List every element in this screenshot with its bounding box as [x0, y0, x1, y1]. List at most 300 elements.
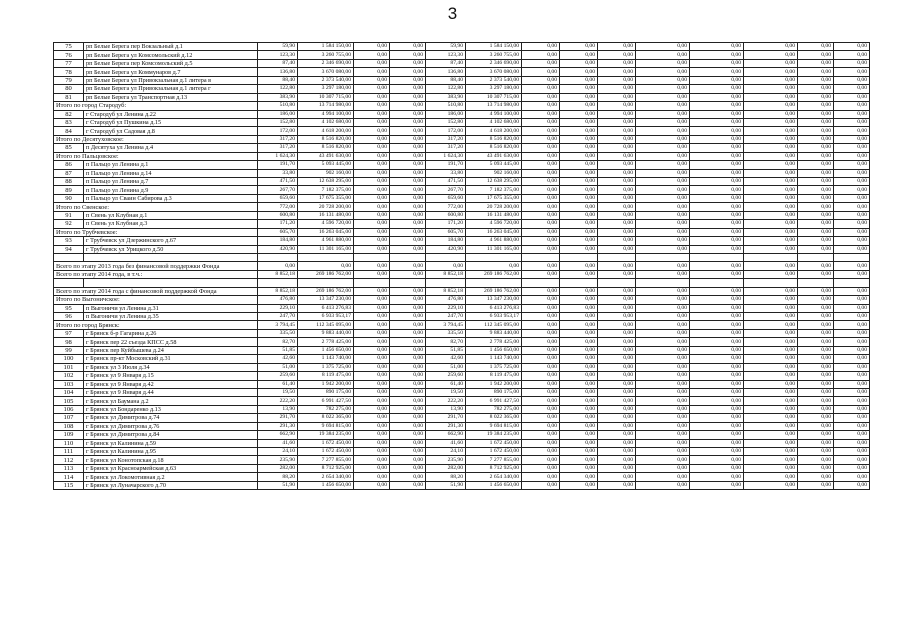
subtotal-row [54, 228, 870, 236]
value-cell: 0,00 [560, 135, 598, 143]
value-cell: 184,80 [426, 237, 466, 245]
blank-cell [298, 279, 354, 287]
blank-cell [390, 253, 426, 261]
value-cell: 0,00 [834, 405, 870, 413]
value-cell: 0,00 [560, 363, 598, 371]
value-cell: 510,80 [426, 102, 466, 110]
address-cell: г Брянск ул Димитрова д.76 [84, 422, 258, 430]
row-number: 110 [54, 439, 84, 447]
value-cell: 0,00 [636, 211, 690, 219]
value-cell: 0,00 [390, 144, 426, 152]
table-row [54, 43, 870, 51]
blank-cell [54, 253, 84, 261]
value-cell: 0,00 [522, 161, 560, 169]
value-cell: 0,00 [522, 388, 560, 396]
value-cell: 0,00 [744, 439, 798, 447]
address-cell: п Свень ул Клубная д.3 [84, 220, 258, 228]
value-cell: 0,00 [522, 228, 560, 236]
value-cell: 0,00 [522, 313, 560, 321]
row-number: 76 [54, 51, 84, 59]
value-cell: 0,00 [798, 110, 834, 118]
blank-cell [744, 279, 798, 287]
value-cell: 0,00 [354, 135, 390, 143]
address-cell: г Брянск ул Димитрова д.74 [84, 414, 258, 422]
value-cell: 1 143 740,00 [298, 355, 354, 363]
value-cell: 0,00 [798, 270, 834, 278]
value-cell: 0,00 [390, 422, 426, 430]
value-cell: 0,00 [354, 481, 390, 489]
value-cell: 0,00 [390, 102, 426, 110]
value-cell: 8 712 925,00 [466, 464, 522, 472]
address-cell: п Пальцо ул Ленина д.9 [84, 186, 258, 194]
value-cell: 0,00 [598, 237, 636, 245]
value-cell: 0,00 [636, 228, 690, 236]
value-cell: 1 624,30 [426, 152, 466, 160]
value-cell: 61,40 [258, 380, 298, 388]
value-cell: 0,00 [798, 456, 834, 464]
value-cell: 659,60 [258, 194, 298, 202]
value-cell: 0,00 [744, 144, 798, 152]
value-cell: 0,00 [560, 186, 598, 194]
value-cell: 2 778 425,00 [466, 338, 522, 346]
value-cell: 0,00 [636, 118, 690, 126]
value-cell: 87,40 [426, 59, 466, 67]
address-cell: п Пальцо ул Сваин Сабирова д.3 [84, 194, 258, 202]
value-cell: 0,00 [354, 287, 390, 295]
value-cell: 0,00 [690, 405, 744, 413]
value-cell: 0,00 [744, 414, 798, 422]
value-cell: 0,00 [834, 431, 870, 439]
value-cell: 0,00 [798, 448, 834, 456]
value-cell: 0,00 [798, 439, 834, 447]
value-cell: 0,00 [560, 76, 598, 84]
value-cell: 0,00 [690, 431, 744, 439]
value-cell: 0,00 [598, 43, 636, 51]
address-cell: г Брянск ул 3 Июля д.34 [84, 363, 258, 371]
row-number: 82 [54, 110, 84, 118]
value-cell: 0,00 [598, 161, 636, 169]
value-cell: 191,70 [426, 161, 466, 169]
value-cell: 383,90 [258, 93, 298, 101]
row-number: 85 [54, 144, 84, 152]
value-cell: 0,00 [636, 102, 690, 110]
value-cell: 13 347 230,00 [466, 296, 522, 304]
value-cell: 0,00 [690, 321, 744, 329]
value-cell: 20 728 200,00 [466, 203, 522, 211]
value-cell: 3 670 080,00 [466, 68, 522, 76]
value-cell: 0,00 [560, 397, 598, 405]
value-cell: 0,00 [560, 161, 598, 169]
value-cell: 0,00 [744, 464, 798, 472]
value-cell: 0,00 [598, 431, 636, 439]
table-row [54, 456, 870, 464]
value-cell: 0,00 [390, 388, 426, 396]
value-cell: 291,70 [258, 414, 298, 422]
value-cell: 0,00 [522, 203, 560, 211]
value-cell: 0,00 [598, 178, 636, 186]
row-number: 102 [54, 372, 84, 380]
address-cell: п Пальцо ул Ленина д.14 [84, 169, 258, 177]
row-number: 92 [54, 220, 84, 228]
table-row [54, 431, 870, 439]
value-cell: 222,20 [258, 397, 298, 405]
value-cell: 19 384 235,00 [466, 431, 522, 439]
value-cell: 0,00 [560, 144, 598, 152]
value-cell: 0,00 [798, 329, 834, 337]
value-cell: 0,00 [354, 464, 390, 472]
value-cell: 10 307 715,00 [298, 93, 354, 101]
value-cell: 0,00 [354, 329, 390, 337]
value-cell: 0,00 [834, 59, 870, 67]
row-number: 108 [54, 422, 84, 430]
value-cell: 0,00 [690, 135, 744, 143]
value-cell: 0,00 [390, 464, 426, 472]
value-cell: 8 852,18 [426, 270, 466, 278]
value-cell: 0,00 [390, 76, 426, 84]
value-cell: 0,00 [834, 321, 870, 329]
table-row [54, 329, 870, 337]
value-cell: 0,00 [390, 372, 426, 380]
value-cell: 7 277 855,00 [298, 456, 354, 464]
value-cell: 0,00 [390, 346, 426, 354]
value-cell: 0,00 [798, 228, 834, 236]
address-cell: г Брянск ул Бондаренко д.13 [84, 405, 258, 413]
value-cell: 0,00 [560, 211, 598, 219]
value-cell: 0,00 [560, 59, 598, 67]
value-cell: 0,00 [560, 422, 598, 430]
value-cell: 7 277 855,00 [466, 456, 522, 464]
blank-cell [354, 253, 390, 261]
value-cell: 0,00 [636, 464, 690, 472]
value-cell: 0,00 [690, 59, 744, 67]
blank-cell [690, 253, 744, 261]
value-cell: 1 942 200,00 [298, 380, 354, 388]
row-number: 114 [54, 473, 84, 481]
value-cell: 0,00 [834, 169, 870, 177]
value-cell: 0,00 [560, 456, 598, 464]
value-cell: 0,00 [690, 464, 744, 472]
value-cell: 282,00 [426, 464, 466, 472]
value-cell: 8 516 820,00 [298, 135, 354, 143]
value-cell: 0,00 [522, 431, 560, 439]
value-cell: 3 297 180,00 [298, 85, 354, 93]
value-cell: 0,00 [636, 93, 690, 101]
value-cell: 0,00 [522, 169, 560, 177]
address-cell: п Выгоничи ул Ленина д.31 [84, 304, 258, 312]
value-cell: 0,00 [798, 144, 834, 152]
value-cell: 0,00 [522, 405, 560, 413]
value-cell: 0,00 [426, 262, 466, 270]
value-cell: 0,00 [522, 211, 560, 219]
value-cell: 0,00 [522, 372, 560, 380]
value-cell: 420,90 [258, 245, 298, 253]
value-cell: 0,00 [598, 102, 636, 110]
value-cell: 136,80 [258, 68, 298, 76]
value-cell: 0,00 [798, 372, 834, 380]
value-cell: 0,00 [354, 338, 390, 346]
value-cell: 0,00 [834, 102, 870, 110]
value-cell: 87,40 [258, 59, 298, 67]
value-cell: 0,00 [834, 338, 870, 346]
value-cell: 0,00 [690, 329, 744, 337]
blank-cell [466, 253, 522, 261]
value-cell: 0,00 [390, 228, 426, 236]
value-cell: 0,00 [744, 102, 798, 110]
value-cell: 0,00 [636, 321, 690, 329]
value-cell: 0,00 [834, 397, 870, 405]
value-cell: 0,00 [636, 68, 690, 76]
value-cell: 172,00 [426, 127, 466, 135]
value-cell: 0,00 [690, 414, 744, 422]
address-cell: г Брянск ул 9 Января д.42 [84, 380, 258, 388]
value-cell: 88,20 [258, 473, 298, 481]
value-cell: 0,00 [744, 262, 798, 270]
value-cell: 0,00 [834, 85, 870, 93]
value-cell: 0,00 [560, 270, 598, 278]
value-cell: 0,00 [390, 161, 426, 169]
table-row [54, 481, 870, 489]
value-cell: 0,00 [636, 346, 690, 354]
value-cell: 0,00 [390, 127, 426, 135]
value-cell: 13,90 [426, 405, 466, 413]
address-cell: г Брянск ул Калинина д.95 [84, 448, 258, 456]
value-cell: 4 618 200,00 [466, 127, 522, 135]
value-cell: 1 456 650,00 [298, 481, 354, 489]
value-cell: 0,00 [390, 194, 426, 202]
value-cell: 0,00 [798, 405, 834, 413]
value-cell: 0,00 [744, 127, 798, 135]
value-cell: 0,00 [636, 59, 690, 67]
subtotal-row [54, 152, 870, 160]
value-cell: 0,00 [834, 110, 870, 118]
value-cell: 0,00 [354, 186, 390, 194]
value-cell: 13 714 980,00 [466, 102, 522, 110]
row-number: 99 [54, 346, 84, 354]
value-cell: 0,00 [636, 473, 690, 481]
value-cell: 0,00 [390, 405, 426, 413]
value-cell: 9 883 440,00 [298, 329, 354, 337]
value-cell: 0,00 [354, 296, 390, 304]
value-cell: 1 143 740,00 [466, 355, 522, 363]
value-cell: 0,00 [390, 220, 426, 228]
value-cell: 0,00 [636, 51, 690, 59]
value-cell: 0,00 [598, 388, 636, 396]
table-row [54, 85, 870, 93]
address-cell: г Брянск ул Красноармейская д.63 [84, 464, 258, 472]
value-cell: 0,00 [354, 43, 390, 51]
value-cell: 247,70 [426, 313, 466, 321]
value-cell: 61,40 [426, 380, 466, 388]
value-cell: 0,00 [744, 68, 798, 76]
value-cell: 0,00 [744, 135, 798, 143]
value-cell: 13 347 230,00 [298, 296, 354, 304]
address-cell: п Десятуха ул Ленина д.4 [84, 144, 258, 152]
value-cell: 82,70 [258, 338, 298, 346]
value-cell: 0,00 [690, 448, 744, 456]
value-cell: 0,00 [354, 194, 390, 202]
value-cell: 4 618 200,00 [298, 127, 354, 135]
value-cell: 0,00 [744, 363, 798, 371]
value-cell: 51,00 [426, 363, 466, 371]
value-cell: 0,00 [560, 178, 598, 186]
value-cell: 0,00 [636, 481, 690, 489]
value-cell: 0,00 [834, 422, 870, 430]
value-cell: 0,00 [834, 76, 870, 84]
value-cell: 112 345 095,00 [466, 321, 522, 329]
value-cell: 0,00 [560, 43, 598, 51]
address-cell: г Брянск ул 9 Января д.15 [84, 372, 258, 380]
value-cell: 88,20 [426, 473, 466, 481]
value-cell: 0,00 [522, 338, 560, 346]
value-cell: 0,00 [690, 68, 744, 76]
value-cell: 0,00 [390, 448, 426, 456]
value-cell: 1 584 150,00 [298, 43, 354, 51]
value-cell: 9 694 815,00 [466, 422, 522, 430]
address-cell: г Брянск ул Локомотивная д.2 [84, 473, 258, 481]
value-cell: 0,00 [390, 59, 426, 67]
blank-cell [390, 279, 426, 287]
value-cell: 0,00 [354, 68, 390, 76]
value-cell: 0,00 [744, 43, 798, 51]
value-cell: 0,00 [390, 481, 426, 489]
value-cell: 0,00 [598, 76, 636, 84]
value-cell: 890 175,00 [298, 388, 354, 396]
value-cell: 0,00 [354, 439, 390, 447]
subtotal-row [54, 203, 870, 211]
value-cell: 0,00 [522, 220, 560, 228]
value-cell: 0,00 [744, 93, 798, 101]
row-number: 75 [54, 43, 84, 51]
value-cell: 0,00 [522, 178, 560, 186]
value-cell: 269 186 762,00 [298, 270, 354, 278]
blank-cell [354, 279, 390, 287]
value-cell: 0,00 [798, 68, 834, 76]
value-cell: 0,00 [636, 372, 690, 380]
value-cell: 0,00 [798, 464, 834, 472]
value-cell: 0,00 [354, 380, 390, 388]
value-cell: 1 584 150,00 [466, 43, 522, 51]
value-cell: 0,00 [560, 118, 598, 126]
value-cell: 4 102 680,00 [298, 118, 354, 126]
value-cell: 8 852,18 [258, 287, 298, 295]
value-cell: 0,00 [690, 237, 744, 245]
value-cell: 51,00 [258, 363, 298, 371]
value-cell: 42,60 [426, 355, 466, 363]
value-cell: 0,00 [390, 321, 426, 329]
subtotal-row [54, 270, 870, 278]
subtotal-label: Всего по этапу 2013 года без финансовой поддержки Фонда [54, 262, 258, 270]
value-cell: 20 728 200,00 [298, 203, 354, 211]
blank-cell [798, 279, 834, 287]
address-cell: г Брянск ул Димитрова д.84 [84, 431, 258, 439]
value-cell: 0,00 [834, 203, 870, 211]
subtotal-label: Итого по город Брянск: [54, 321, 258, 329]
blank-cell [834, 253, 870, 261]
blank-cell [690, 279, 744, 287]
value-cell: 0,00 [598, 296, 636, 304]
value-cell: 0,00 [522, 245, 560, 253]
value-cell: 0,00 [834, 287, 870, 295]
value-cell: 659,60 [426, 194, 466, 202]
value-cell: 0,00 [598, 51, 636, 59]
blank-cell [636, 279, 690, 287]
row-number: 87 [54, 169, 84, 177]
value-cell: 0,00 [354, 85, 390, 93]
value-cell: 0,00 [522, 102, 560, 110]
blank-cell [466, 279, 522, 287]
value-cell: 0,00 [834, 68, 870, 76]
value-cell: 0,00 [354, 321, 390, 329]
table-row [54, 448, 870, 456]
value-cell: 0,00 [522, 135, 560, 143]
value-cell: 6 413 276,83 [298, 304, 354, 312]
value-cell: 4 961 880,00 [298, 237, 354, 245]
value-cell: 0,00 [636, 203, 690, 211]
value-cell: 0,00 [798, 481, 834, 489]
value-cell: 0,00 [744, 211, 798, 219]
blank-cell [834, 279, 870, 287]
value-cell: 0,00 [598, 135, 636, 143]
value-cell: 0,00 [390, 118, 426, 126]
subtotal-row [54, 262, 870, 270]
table-row [54, 51, 870, 59]
value-cell: 0,00 [598, 262, 636, 270]
value-cell: 0,00 [598, 93, 636, 101]
value-cell: 782 275,00 [466, 405, 522, 413]
value-cell: 6 991 427,50 [298, 397, 354, 405]
value-cell: 0,00 [798, 346, 834, 354]
value-cell: 772,00 [258, 203, 298, 211]
value-cell: 0,00 [598, 186, 636, 194]
value-cell: 3 794,45 [426, 321, 466, 329]
value-cell: 335,50 [258, 329, 298, 337]
value-cell: 0,00 [798, 85, 834, 93]
value-cell: 3 297 180,00 [466, 85, 522, 93]
value-cell: 0,00 [636, 127, 690, 135]
value-cell: 0,00 [744, 186, 798, 194]
value-cell: 0,00 [560, 228, 598, 236]
value-cell: 0,00 [522, 118, 560, 126]
value-cell: 16 263 045,00 [298, 228, 354, 236]
value-cell: 0,00 [598, 287, 636, 295]
value-cell: 222,20 [426, 397, 466, 405]
value-cell: 0,00 [798, 211, 834, 219]
value-cell: 2 346 690,00 [466, 59, 522, 67]
row-number: 107 [54, 414, 84, 422]
value-cell: 0,00 [598, 110, 636, 118]
value-cell: 0,00 [744, 304, 798, 312]
value-cell: 476,80 [258, 296, 298, 304]
value-cell: 0,00 [690, 397, 744, 405]
value-cell: 0,00 [798, 313, 834, 321]
value-cell: 0,00 [522, 194, 560, 202]
value-cell: 0,00 [598, 380, 636, 388]
value-cell: 0,00 [690, 144, 744, 152]
value-cell: 0,00 [636, 448, 690, 456]
blank-cell [298, 253, 354, 261]
value-cell: 0,00 [744, 338, 798, 346]
value-cell: 605,70 [258, 228, 298, 236]
blank-row [54, 253, 870, 261]
subtotal-label: Итого по город Стародуб: [54, 102, 258, 110]
value-cell: 0,00 [690, 110, 744, 118]
value-cell: 51,85 [258, 346, 298, 354]
value-cell: 0,00 [834, 380, 870, 388]
value-cell: 0,00 [690, 372, 744, 380]
value-cell: 0,00 [744, 169, 798, 177]
value-cell: 1 672 450,00 [466, 448, 522, 456]
value-cell: 269 186 762,00 [298, 287, 354, 295]
